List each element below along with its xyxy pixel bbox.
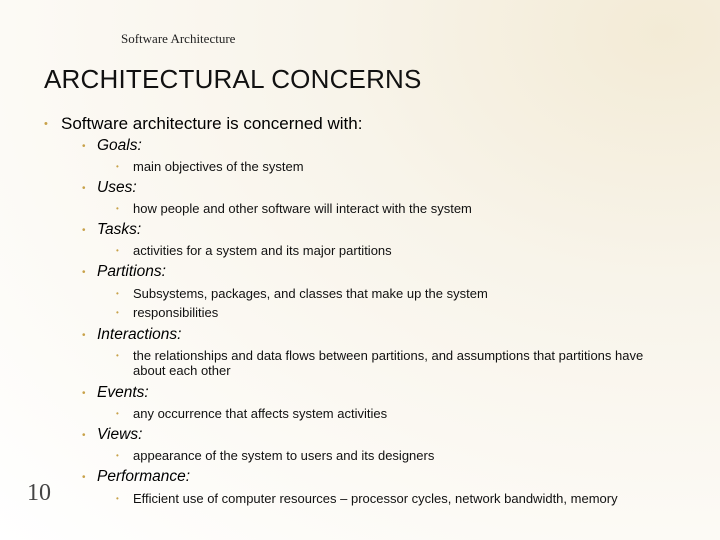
detail-text: activities for a system and its major partitions <box>133 243 392 258</box>
bullet-icon: • <box>116 246 119 255</box>
concern-label: Partitions: <box>97 263 166 280</box>
concern-label: Performance: <box>97 468 191 485</box>
intro-text: Software architecture is concerned with: <box>61 114 363 133</box>
bullet-icon: • <box>116 351 119 360</box>
bullet-icon: • <box>82 267 86 278</box>
header-label: Software Architecture <box>121 31 236 46</box>
concern-label: Interactions: <box>97 326 182 343</box>
bullet-icon: • <box>116 204 119 213</box>
bullet-icon: • <box>82 388 86 399</box>
detail-text: any occurrence that affects system activities <box>133 406 388 421</box>
bullet-icon: • <box>82 183 86 194</box>
bullet-icon: • <box>44 118 48 130</box>
concern-label: Goals: <box>97 137 142 154</box>
concern-label: Events: <box>97 384 149 401</box>
concern-label: Views: <box>97 426 143 443</box>
slide-number: 10 <box>27 480 51 506</box>
detail-text: the relationships and data flows between partitions, and assumptions that partitions have about each other <box>133 348 644 378</box>
detail-text: responsibilities <box>133 305 219 320</box>
slide-title: ARCHITECTURAL CONCERNS <box>44 64 422 94</box>
bullet-icon: • <box>116 289 119 298</box>
detail-text: how people and other software will interact with the system <box>133 201 472 216</box>
bullet-icon: • <box>116 494 119 503</box>
concern-label: Uses: <box>97 179 137 196</box>
bullet-icon: • <box>116 308 119 317</box>
bullet-icon: • <box>82 430 86 441</box>
bullet-icon: • <box>82 225 86 236</box>
detail-text: main objectives of the system <box>133 159 304 174</box>
bullet-icon: • <box>116 162 119 171</box>
bullet-icon: • <box>82 472 86 483</box>
bullet-icon: • <box>82 141 86 152</box>
detail-text: appearance of the system to users and its designers <box>133 448 435 463</box>
detail-text: Efficient use of computer resources – processor cycles, network bandwidth, memory <box>133 491 618 506</box>
concern-label: Tasks: <box>97 221 142 238</box>
bullet-icon: • <box>82 330 86 341</box>
detail-text: Subsystems, packages, and classes that make up the system <box>133 286 488 301</box>
bullet-icon: • <box>116 451 119 460</box>
bullet-icon: • <box>116 409 119 418</box>
